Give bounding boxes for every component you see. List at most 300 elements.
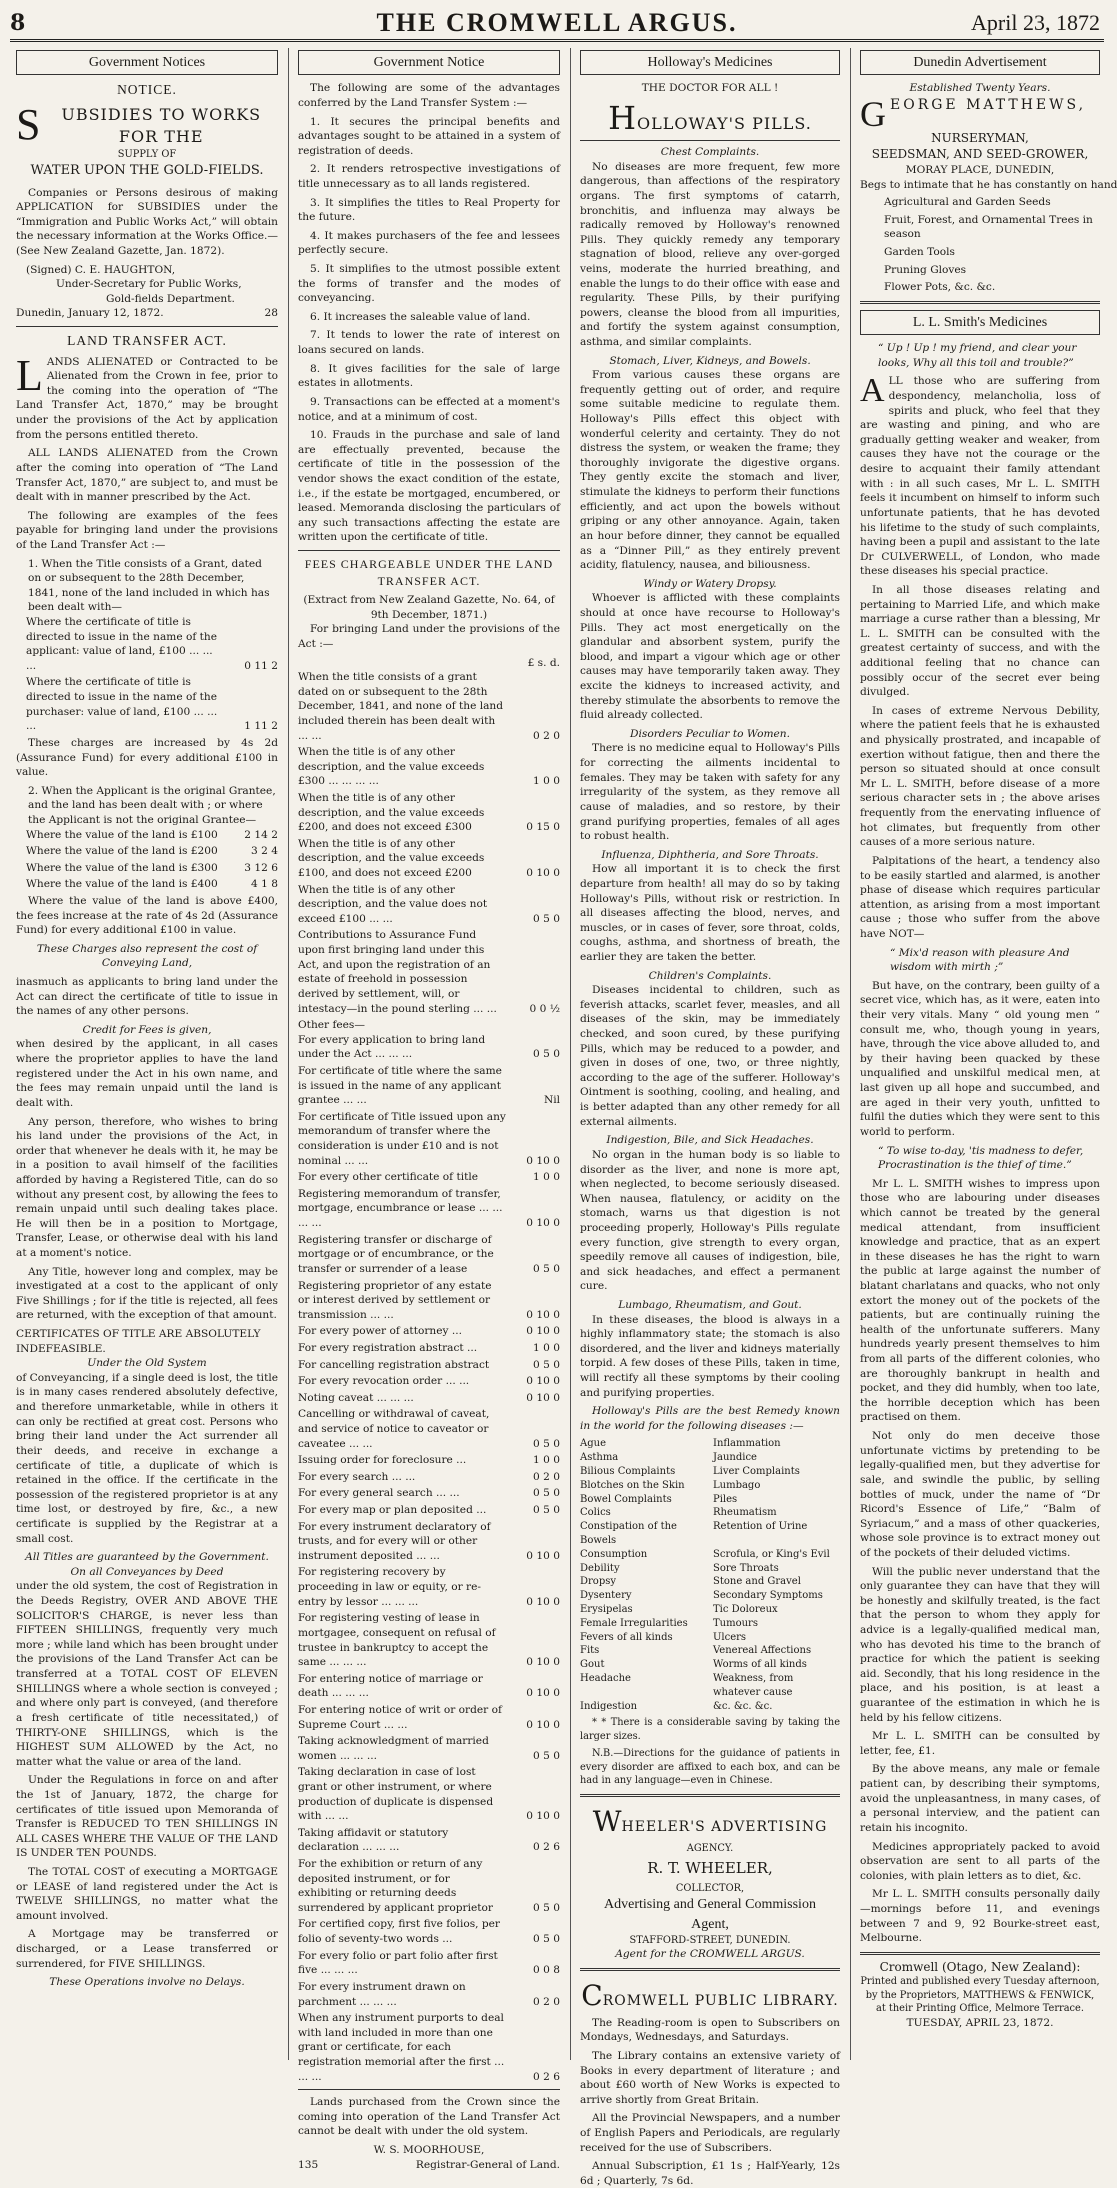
fee-desc: For every instrument drawn on parchment ... ... ... [298,1980,466,2008]
paragraph: Where the value of the land is above £400, the fees increase at the rate of 4s 2d (Assurance Fund) for every additional £100 in value. [16,894,278,937]
fee-desc: For every folio or part folio after first five ... ... ... [298,1949,498,1977]
fee-row [298,1233,560,1277]
imprint-text: Printed and published every Tuesday afternoon, by the Proprietors, MATTHEWS & FENWICK, at their Printing Office, Melmore Terrace. [860,1976,1100,2015]
paragraph: when desired by the applicant, in all cases where the proprietor applies to have the land registered under the Act in his own name, and the fees may remain unpaid until the land is dealt with. [16,1038,278,1109]
advantage-item: 8. It gives facilities for the sale of large estates in allotments. [298,362,560,390]
column-divider [570,48,571,2060]
subheading: Disorders Peculiar to Women. [630,727,790,740]
disease-item: Rheumatism [713,1507,777,1519]
quote: “ To wise to-day, 'tis madness to defer, Procrastination is the thief of time.” [878,1144,1084,1172]
fee-amount: 0 10 0 [526,1325,560,1338]
paragraph: Will the public never understand that the only guarantee they can have that they will be honestly and skilfully treated, is the fact that the person to whom they apply for advice is a legally-qualified medical man, who has devoted his time to the branch of practice for which the patient is seeking aid. Secondly, that his long residence in the place, and his position, is at least a guarantee of the estimation in which he is held by his fellow citizens. [860,1565,1100,1724]
kicker: THE DOCTOR FOR ALL ! [641,82,779,95]
list-item: 1. When the Title consists of a Grant, dated on or subsequent to the 28th December, 1841, none of the land included in which has been dealt with— [28,557,270,614]
disease-item: Blotches on the Skin [580,1479,685,1491]
quote: “ Up ! Up ! my friend, and clear your looks, Why all this toil and trouble?” [878,342,1077,369]
fee-desc: For the exhibition or return of any deposited instrument, or for exhibiting or returning deeds surrendered by applicant proprietor [298,1858,493,1914]
fee-desc: When the title is of any other description, and the value exceeds £300 ... ... ... ... [298,746,485,788]
paragraph: No diseases are more frequent, few more dangerous, than affections of the respiratory organs. The first symptoms of catarrh, bronchitis, and influenza may always be radically removed by Holloway's renowned Pills. They quickly remedy any temporary stagnation of blood, relieve any over-gorged veins, moderate the hurried breathing, and enable the lungs to do their office with ease and regularity. These Pills, by their purifying powers, cleanse the blood from all impurities, and fortify the system against consumption, asthma, and similar complaints. [580,160,840,348]
fee-desc: For every instrument declaratory of trusts, and for every will or other instrument deposited ... ... [298,1520,491,1562]
paragraph: These charges are increased by 4s 2d (Assurance Fund) for every additional £100 in value. [16,736,278,779]
fee-row [298,1453,560,1468]
fee-amount: 0 10 0 [526,1217,560,1230]
paragraph: The Reading-room is open to Subscribers on Mondays, Wednesdays, and Saturdays. [580,2016,840,2044]
notice-body: Companies or Persons desirous of making APPLICATION for SUBSIDIES under the “Immigration and Public Works Act,” will obtain the necessary information at the Works Office.—(See New Zealand Gazette, Jan. 1872). [16,186,278,257]
subheading: Stomach, Liver, Kidneys, and Bowels. [609,354,811,367]
ad-subtitle: AGENCY. [686,1842,734,1854]
fee-desc: For certificate of title where the same is issued in the name of any applicant grantee ... ... [298,1064,502,1107]
disease-item: Indigestion [580,1700,638,1712]
drop-cap: C [581,1979,603,2013]
subheading: These Operations involve no Delays. [49,1976,245,1989]
fee-desc: When the title is of any other description, and the value exceeds £200, and does not exceed £300 [298,792,485,834]
fee-row [298,1703,560,1732]
fee-amount: 0 10 0 [526,1549,560,1562]
fee-amount: 0 5 0 [533,1048,560,1061]
fee-amount: 0 10 0 [526,1308,560,1321]
fee-desc: Where the value of the land is £300 [26,861,218,874]
fee-desc: Issuing order for foreclosure ... [298,1454,467,1467]
advantage-item: 2. It renders retrospective investigations of title unnecessary as to all lands registered. [298,163,560,190]
fee-row [298,1374,560,1389]
disease-item: Debility [580,1562,620,1574]
drop-cap: G [860,93,886,134]
ad-title: ROMWELL PUBLIC LIBRARY. [602,1993,839,2010]
subheading: CERTIFICATES OF TITLE ARE ABSOLUTELY INDEFEASIBLE. [16,1328,261,1355]
fee-desc: Where the certificate of title is directed to issue in the name of the purchaser: value of land, £100 ... ... ... [26,676,218,733]
masthead [10,4,1104,42]
disease-item: Gout [580,1659,605,1671]
column-government-notices [10,48,284,2060]
fee-desc: For every registration abstract ... [298,1341,478,1354]
paragraph: inasmuch as applicants to bring land under the Act can direct the certificate of title to issue in the names of any other persons. [16,976,278,1018]
disease-item: Worms of all kinds [713,1659,807,1671]
fee-amount: 0 2 0 [533,1470,560,1483]
list-item: 2. When the Applicant is the original Grantee, and the land has been dealt with ; or where the Applicant is not the original Grantee— [28,784,276,826]
paragraph: * * There is a considerable saving by taking the larger sizes. [580,1717,840,1742]
newspaper-title: THE CROMWELL ARGUS. [376,8,738,37]
fee-row [298,1672,560,1701]
fee-desc: For cancelling registration abstract [298,1358,490,1371]
disease-item: Secondary Symptoms [713,1590,823,1602]
fee-row [298,745,560,789]
disease-item: Inflammation [713,1438,781,1450]
fee-desc: For every map or plan deposited ... [298,1504,487,1517]
fee-amount: 1 0 0 [533,1454,560,1467]
stock-item: Fruit, Forest, and Ornamental Trees in season [884,213,1093,241]
paragraph: Holloway's Pills are the best Remedy known in the world for the following diseases :— [580,1405,840,1432]
fee-amount: 0 10 0 [526,1391,560,1404]
fee-amount: 0 5 0 [533,1933,560,1946]
paragraph: For bringing Land under the provisions of the Act :— [298,623,560,650]
paragraph: How all important it is to check the first departure from health! all may do so by taking Holloway's Pills, without risk or restriction. In all diseases affecting the blood, nerves, and muscles, or in cases of fever, sore throat, colds, coughs, asthma, and shortness of breath, the earlier they are taken the better. [580,863,840,963]
paragraph: In cases of extreme Nervous Debility, where the patient feels that he is exhausted and physically prostrated, and incapable of exertion without fatigue, then and there the person so situated should at once consult Mr L. L. SMITH, before disease of a more serious character sets in ; the above arises frequently from the enervating influence of hot climates, but frequently from other causes of a more serious nature. [860,704,1100,849]
fees-extract: (Extract from New Zealand Gazette, No. 64, of 9th December, 1871.) [303,594,555,621]
page-number: 8 [10,10,26,36]
disease-item: Piles [713,1493,738,1505]
ad-subtitle: NURSERYMAN, [931,130,1029,145]
paragraph: From various causes these organs are frequently getting out of order, and require some suitable medicine to regulate them. Holloway's Pills effect this object with wonderful celerity and certainty. They do not distress the system, or weaken the frame; they thoroughly invigorate the digestive organs. They gently excite the stomach and liver, stimulate the kidneys to perform their functions efficiently, and act upon the bowels without griping or any other annoyance. Again, taken an hour before dinner, they cannot be equalled as a “Dinner Pill,” as they entirely prevent acidity, flatulency, nausea, and biliousness. [580,369,840,572]
fee-amount: 0 0 ½ [529,1002,560,1015]
fee-amount: 1 0 0 [533,1171,560,1184]
fee-amount: 0 10 0 [526,1595,560,1608]
disease-item: Liver Complaints [713,1466,800,1478]
fee-amount: 0 10 0 [526,1154,560,1167]
advantage-item: 9. Transactions can be effected at a moment's notice, and at a minimum of cost. [298,395,560,423]
paragraph: Diseases incidental to children, such as feverish attacks, scarlet fever, measles, and all diseases of the skin, may be immediately checked, and soon cured, by these purifying Pills, which may be reduced to a powder, and given in doses of one, two, or three nightly, according to the age of the sufferer. Holloway's Ointment is soothing, cooling, and healing, and is better adapted than any other remedy for all external ailments. [580,984,840,1128]
issue-date: April 23, 1872 [971,10,1100,35]
column-divider [288,48,289,2060]
fee-desc: Taking declaration in case of lost grant or other instrument, or where production of duplicate is dispensed with ... ... [298,1766,494,1823]
disease-item: Headache [580,1673,631,1685]
fee-amount: 3 2 4 [251,845,278,858]
disease-list [580,1437,840,1713]
fee-amount: 3 12 6 [244,861,278,874]
paragraph: Annual Subscription, £1 1s ; Half-Yearly, 12s 6d ; Quarterly, 7s 6d. [580,2160,840,2187]
paragraph: Under the Regulations in force on and after the 1st of January, 1872, the charge for certificates of title issued upon Memoranda of Transfer is REDUCED TO TEN SHILLINGS IN ALL CASES WHERE THE VALUE OF THE LAND IS UNDER TEN POUNDS. [16,1774,278,1860]
fee-row [298,1917,560,1946]
notice-ref: 135 [298,2158,319,2171]
advantage-item: 3. It simplifies the titles to Real Property for the future. [298,196,560,224]
stock-item: Agricultural and Garden Seeds [884,196,1051,209]
advantage-item: 10. Frauds in the purchase and sale of land are effectually prevented, because the certificate of title in the possession of the vendor shows the exact condition of the estate, i.e., if the estate be mortgaged, encumbered, or leased. Memoranda disclosing the particulars of any such transactions affecting the estate are written upon the certificate of title. [298,429,560,544]
fee-desc: For every revocation order ... ... [298,1375,470,1388]
section-header: Government Notice [298,50,560,75]
fee-row [298,1765,560,1823]
disease-item: Erysipelas [580,1604,633,1616]
signer-role: Gold-fields Department. [106,292,235,305]
fee-amount: 0 5 0 [533,1487,560,1500]
paragraph: Whoever is afflicted with these complaints should at once have recourse to Holloway's Pills. They act most energetically on the glandular and absorbent system, purify the blood, and impart a vigour which age or other causes may have temporarily taken away. They excite the kidneys to increased activity, and thereby stimulate the absorbents to remove the fluid already collected. [580,592,840,722]
ad-title: OLLOWAY'S PILLS. [637,113,812,133]
ad-title: EORGE MATTHEWS, [890,96,1087,113]
fee-row [298,1949,560,1978]
notice-date: Dunedin, January 12, 1872. [16,307,164,320]
paragraph: The TOTAL COST of executing a MORTGAGE or LEASE of land registered under the Act is TWELVE SHILLINGS, no matter what the amount involved. [16,1865,278,1922]
subheading: Indigestion, Bile, and Sick Headaches. [606,1134,814,1147]
disease-item: Scrofula, or King's Evil [713,1548,830,1560]
fee-amount: 0 2 6 [533,1841,560,1854]
stock-item: Garden Tools [884,246,955,259]
fee-desc: Registering proprietor of any estate or interest derived by settlement or transmission ... ... [298,1279,492,1321]
paragraph: Mr L. L. SMITH can be consulted by letter, fee, £1. [860,1730,1100,1757]
fee-row [298,1980,560,2009]
fee-desc: For every other certificate of title [298,1171,479,1184]
advantage-item: 4. It makes purchasers of the fee and lessees perfectly secure. [298,229,560,257]
agent-name: R. T. WHEELER, [647,1859,773,1878]
fee-desc: Taking affidavit or statutory declaration ... ... ... [298,1826,449,1854]
stock-list [860,195,1100,295]
paragraph: Mr L. L. SMITH consults personally daily—mornings before 11, and evenings between 7 and 9, 92 Bourke-street east, Melbourne. [860,1888,1100,1945]
disease-item: Female Irregularities [580,1617,688,1629]
fee-desc: For every general search ... ... [298,1487,460,1500]
fee-amount: 0 10 0 [526,867,560,880]
currency-header: £ s. d. [527,656,560,669]
fee-amount: Nil [543,1094,560,1107]
agent-line: Agent, [691,1916,729,1932]
subheading: On all Conveyances by Deed [70,1565,224,1578]
fee-desc: For registering recovery by proceeding in law or equity, or re-entry by lessor ... ... ... [298,1566,481,1608]
disease-item: Sore Throats [713,1562,779,1574]
advantage-item: 7. It tends to lower the rate of interest on loans secured on lands. [298,329,560,357]
disease-item: Asthma [580,1452,619,1464]
fee-desc: Where the value of the land is £200 [26,845,218,858]
fee-row [298,837,560,881]
paragraph: A Mortgage may be transferred or discharged, or a Lease transferred or surrendered, for FIVE SHILLINGS. [16,1928,278,1970]
signer-role: Under-Secretary for Public Works, [56,278,242,291]
subheading: Lumbago, Rheumatism, and Gout. [618,1299,802,1311]
disease-item: Dysentery [580,1590,632,1602]
advantage-item: 1. It secures the principal benefits and advantages sought to be attained in a system of registration of deeds. [298,115,560,157]
fee-desc: For entering notice of writ or order of Supreme Court ... ... [298,1703,502,1731]
subheading: Children's Complaints. [648,969,772,982]
notice-subtitle: WATER UPON THE GOLD-FIELDS. [30,162,264,178]
drop-cap: S [16,99,41,149]
subheading: Other fees— [298,1019,365,1032]
drop-cap: W [592,1805,622,1838]
fee-desc: Contributions to Assurance Fund upon first bringing land under this Act, and upon the registration of an estate of freehold in possession derived by settlement, will, or intestacy—in the pound sterling ... ... [298,929,497,1015]
disease-item: Venereal Affections [713,1645,812,1657]
paragraph: The following are some of the advantages conferred by the Land Transfer System :— [298,82,560,109]
disease-item: Ulcers [713,1631,747,1643]
paragraph: But have, on the contrary, been guilty of a secret vice, which has, as it were, eaten into their very vitals. Many “ old young men ” consult me, who, though young in years, have, through the vice above alluded to, and by their having been quacked by these unqualified and unskilful medical men, at last given up all hope and succumbed, and are aged in their very youth, unfitted to fulfil the duties which they were sent to this world to perform. [860,979,1100,1138]
fee-amount: 0 2 6 [533,2070,560,2083]
fee-row [298,1358,560,1373]
fee-desc: For registering vesting of lease in mortgagee, consequent on refusal of trustee in bankruptcy to accept the same ... ... ... [298,1612,496,1669]
imprint-heading: Cromwell (Otago, New Zealand): [879,1959,1081,1974]
fee-desc: When the title is of any other description, and the value exceeds £100, and does not exceed £200 [298,837,485,880]
fee-amount: 0 11 2 [244,659,278,672]
fee-desc: Taking acknowledgment of married women ... ... ... [298,1735,489,1762]
imprint [860,1952,1100,2031]
agent-note: Agent for the CROMWELL ARGUS. [615,1948,805,1961]
fee-amount: 0 5 0 [533,1901,560,1914]
subheading: Windy or Watery Dropsy. [643,577,777,590]
subheading: Chest Complaints. [660,146,760,159]
fee-amount: 4 1 8 [251,878,278,891]
paragraph: Not only do men deceive those unfortunate victims by pretending to be legally-qualified men, but they advertise for sale, and swindle the public, by selling bottles of muck, under the name of “Dr Ricord's Essence of Life,” “Balm of Syriacum,” and a mass of other quackeries, whose sole province is to extract money out of the pockets of their deluded victims. [860,1430,1100,1559]
fee-desc: For certified copy, first five folios, per folio of seventy-two words ... [298,1918,500,1946]
subheading: All Titles are guaranteed by the Government. [25,1551,269,1564]
fee-row [298,1486,560,1501]
signature: W. S. MOORHOUSE, [373,2144,485,2157]
disease-item: Bowel Complaints [580,1493,672,1505]
fee-row [298,1391,560,1406]
section-header: Holloway's Medicines [580,50,840,75]
fee-row [298,1470,560,1485]
disease-item: &c. &c. &c. [713,1700,773,1712]
paragraph: These Charges also represent the cost of Conveying Land, [36,942,258,970]
quote: “ Mix'd reason with pleasure And wisdom with mirth ;” [890,946,1070,974]
fee-desc: Cancelling or withdrawal of caveat, and service of notice to caveator or caveatee ... ... [298,1408,490,1450]
fee-amount: 0 10 0 [526,1656,560,1669]
paragraph: In these diseases, the blood is always in a highly inflammatory state; the stomach is also disordered, and the liver and kidneys materially torpid. A few doses of these Pills, taken in time, will rectify all these symptoms by their cooling and purifying properties. [580,1313,840,1399]
fee-amount: 0 10 0 [526,1810,560,1823]
agent-role: COLLECTOR, [675,1882,745,1894]
paragraph: ALL LANDS ALIENATED from the Crown after the coming into operation of “The Land Transfer Act, 1870,” are subject to, and must be dealt with in manner prescribed by the Act. [16,447,278,504]
paragraph: LL those who are suffering from despondency, melancholia, loss of spirits and pluck, who feel that they are wasting and pining, and who are gradually getting weaker and weaker, from causes they have not the courage or the desire to acquaint their family attendant with : in all such cases, Mr L. L. SMITH feels it incumbent on himself to inform such unfortunate patients, that he has devoted his lifetime to the study of such complaints, having been a pupil and assistant to the late Dr CULVERWELL, of London, who made these diseases his special practice. [860,375,1100,578]
disease-item: Tumours [713,1617,758,1629]
fee-amount: 0 10 0 [526,1718,560,1731]
disease-item: Dropsy [580,1576,617,1588]
fee-desc: For every power of attorney ... [298,1325,462,1338]
fee-row [298,1503,560,1518]
fee-row [298,1857,560,1915]
fee-row [298,1187,560,1231]
disease-item: Jaundice [713,1452,757,1464]
paragraph: under the old system, the cost of Registration in the Deeds Registry, OVER AND ABOVE THE SOLICITOR'S CHARGE, is never less than FIFTEEN SHILLINGS, frequently very much more ; while land which has been brought under the provisions of the Land Transfer Act can be transferred at a TOTAL COST OF ELEVEN SHILLINGS where a whole section is conveyed ; and where only part is conveyed, (and therefore a fresh certificate of title necessitated,) of THIRTY-ONE SHILLINGS, which is the HIGHEST SUM ALLOWED by the Act, no matter what the value or area of the land. [16,1580,278,1768]
paragraph: Medicines appropriately packed to avoid observation are sent to all parts of the colonies, with plain letters as to diet, &c. [860,1840,1100,1882]
notice-subtitle: SUPPLY OF [117,149,177,161]
agent-line: Advertising and General Commission [604,1897,816,1913]
paragraph: N.B.—Directions for the guidance of patients in every disorder are affixed to each box, and can be had in any language—even in Chinese. [580,1748,840,1787]
fee-desc: When the title consists of a grant dated on or subsequent to the 28th December, 1841, and none of the land included therein has been dealt with ... ... [298,671,504,742]
fee-amount: 0 10 0 [526,1375,560,1388]
wheeler-ad [580,1803,840,1962]
fee-row [298,1826,560,1855]
fee-desc: Registering transfer or discharge of mortgage or of encumbrance, or the transfer or surrender of a lease [298,1233,494,1275]
fee-row [298,791,560,835]
disease-item: Fevers of all kinds [580,1631,673,1643]
section-header: Dunedin Advertisement [860,50,1100,75]
fee-amount: 0 10 0 [526,1687,560,1700]
fee-row [298,670,560,743]
ad-kicker: Established Twenty Years. [909,82,1051,95]
fee-row [298,1565,560,1609]
notice-ref: 28 [264,307,278,320]
fee-amount: 0 2 0 [533,1995,560,2008]
subheading: Under the Old System [87,1357,207,1370]
fee-desc: For every search ... ... [298,1470,416,1483]
fee-desc: For every application to bring land under the Act ... ... ... [298,1033,486,1061]
paragraph: The following are examples of the fees payable for bringing land under the provisions of the Land Transfer Act :— [16,509,278,551]
subheading: Influenza, Diphtheria, and Sore Throats. [601,848,819,861]
column-holloways [574,48,846,2187]
section-header: Government Notices [16,50,278,75]
advantage-item: 5. It simplifies to the utmost possible extent the forms of transfer and the modes of conveyancing. [298,263,560,305]
fee-desc: Where the certificate of title is directed to issue in the name of the applicant: value of land, £100 ... ... ... [26,616,217,672]
fee-amount: 0 5 0 [533,912,560,925]
fee-row [298,928,560,1016]
subsidies-notice [16,99,278,321]
fees-table [298,670,560,1016]
fee-row [298,1341,560,1356]
paragraph: The Library contains an extensive variety of Books in every department of literature ; and about £60 worth of New Works is expected to arrive shortly from Great Britain. [580,2049,840,2106]
subheading: Credit for Fees is given, [82,1023,212,1036]
fee-amount: 0 5 0 [533,1262,560,1275]
fee-amount: 0 2 0 [533,729,560,742]
fee-row [298,1064,560,1108]
paragraph: All the Provincial Newspapers, and a number of English Papers and Periodicals, are regularly received for the use of Subscribers. [580,2112,840,2154]
agent-address: STAFFORD-STREET, DUNEDIN. [629,1934,791,1946]
fee-amount: 0 5 0 [533,1437,560,1450]
stock-item: Flower Pots, &c. &c. [884,281,996,294]
fee-row [298,1407,560,1451]
disease-item: Lumbago [713,1479,761,1491]
paragraph: There is no medicine equal to Holloway's Pills for correcting the ailments incidental to females. They may be taken with safety for any irregularity of the system, as they remove all cause of maladies, and so restore, by their grand purifying properties, females of all ages to robust health. [580,742,840,843]
paragraph: Any person, therefore, who wishes to bring his land under the provisions of the Act, in order that whenever he deals with it, he may be in a position to avail himself of the facilities afforded by having a Registered Title, can do so without any present cost, by allowing the fees to remain unpaid until such dealing takes place. He will then be in a position to Mortgage, Transfer, Lease, or otherwise deal with his land at a moment's notice. [16,1115,278,1259]
disease-item: Stone and Gravel [713,1576,801,1588]
lta-notice [16,350,278,1990]
fee-row [298,1324,560,1339]
advantages-list [298,115,560,545]
other-fees-table [298,1033,560,2084]
disease-item: Colics [580,1507,611,1519]
drop-cap: A [860,372,885,410]
fee-amount: 1 0 0 [533,1341,560,1354]
column-divider [850,48,851,2060]
ad-title: HEELER'S ADVERTISING [621,1819,828,1835]
drop-cap: H [608,98,638,137]
paragraph: Palpitations of the heart, a tendency also to be easily startled and alarmed, is another phase of disease which requires particular attention, as arising from a most important cause ; those who suffer from the above have NOT— [860,854,1100,940]
notice-heading: NOTICE. [117,82,177,98]
paragraph: ANDS ALIENATED or Contracted to be Alienated from the Crown in fee, prior to the coming into the operation of “The Land Transfer Act, 1870,” may be brought under the provisions of the Act by application from the persons entitled thereto. [16,355,278,441]
paragraph: Any Title, however long and complex, may be investigated at a cost to the applicant of only Five Shillings ; for if the title is rejected, all fees are returned, with the exception of that amount. [16,1265,278,1322]
fee-desc: For certificate of Title issued upon any memorandum of transfer where the consideration is under £10 and is not nominal ... ... [298,1110,506,1167]
paragraph: In all those diseases relating and pertaining to Married Life, and which make marriage a curse rather than a blessing, Mr L. L. SMITH can be consulted with the greatest certainty of success, and with the additional feeling that no chance can possibly occur of the secret ever being divulged. [860,583,1100,699]
ad-address: MORAY PLACE, DUNEDIN, [905,164,1055,177]
fee-desc: Registering memorandum of transfer, mortgage, encumbrance or lease ... ... ... ... [298,1187,503,1230]
fee-row [298,1734,560,1763]
fee-amount: 1 11 2 [244,720,278,733]
signature: (Signed) C. E. HAUGHTON, [26,263,176,276]
column-government-notice [292,48,566,2171]
drop-cap: L [16,350,43,400]
fee-row [298,1279,560,1323]
signer-role: Registrar-General of Land. [415,2158,560,2171]
fee-amount: 0 5 0 [533,1358,560,1371]
fee-amount: 1 0 0 [533,775,560,788]
fee-desc: When the title is of any other description, and the value does not exceed £100 ... ... [298,883,488,925]
fee-desc: Where the value of the land is £400 [26,878,218,891]
imprint-date: TUESDAY, APRIL 23, 1872. [906,2016,1054,2029]
ad-subtitle: SEEDSMAN, AND SEED-GROWER, [871,147,1089,162]
advantage-item: 6. It increases the saleable value of land. [310,310,531,323]
paragraph: Mr L. L. SMITH wishes to impress upon those who are labouring under diseases which cannot be treated by the general medical attendant, from insufficient knowledge and practice, that as an expert in these diseases he has the right to warn the public at large against the number of blatant charlatans and quacks, who not only extort the money out of the pockets of the patients, but are continually ruining the health of the unfortunate sufferers. Many hundreds yearly present themselves to him from all parts of the different colonies, who are thoroughly bankrupt in health and pocket, and they did humbly, when too late, the horrible deception which has been practised on them. [860,1177,1100,1424]
paragraph: No organ in the human body is so liable to disorder as the liver, and none is more apt, when neglected, to become seriously diseased. When nausea, flatulency, or acidity on the stomach, warns us that digestion is not proceeding properly, Holloway's Pills regulate every function, give strength to every organ, speedily remove all causes of indigestion, bile, and sick headaches, and effect a permanent cure. [580,1148,840,1293]
fee-desc: For entering notice of marriage or death ... ... ... [298,1672,483,1700]
disease-item: Consumption [580,1548,648,1560]
fee-row [298,1170,560,1185]
disease-item: Ague [580,1438,606,1450]
fee-desc: Noting caveat ... ... ... [298,1391,414,1404]
fee-row [298,1611,560,1669]
fee-row [298,2011,560,2084]
column-dunedin [854,48,1117,2060]
fee-amount: 0 5 0 [533,1504,560,1517]
fee-row [298,1520,560,1564]
lta-heading: LAND TRANSFER ACT. [67,333,227,349]
fee-amount: 0 0 8 [533,1964,560,1977]
disease-item: Constipation of the Bowels [580,1521,677,1547]
section-header: L. L. Smith's Medicines [860,310,1100,335]
fee-desc: Where the value of the land is £100 [26,828,218,841]
fees-heading: FEES CHARGEABLE UNDER THE LAND TRANSFER ACT. [304,556,554,588]
fee-desc: When any instrument purports to deal with land included in more than one grant or certificate, for each registration memorial after the first ... ... ... [298,2012,505,2083]
paragraph: Begs to intimate that he has constantly on hand [860,178,1117,191]
fee-row [298,1033,560,1062]
library-ad [580,1977,840,2188]
fee-row [298,1110,560,1168]
paragraph: of Conveyancing, if a single deed is lost, the title is in many cases rendered absolutely defective, and therefore unmarketable, while in others it can only be rectified at great cost. Persons who bring their land under the Act surrender all their deeds, and receive in exchange a certificate of title, a duplicate of which is retained in the office. If the certificate in the possession of the registered proprietor is at any time lost, or destroyed by fire, &c., a new certificate is supplied by the Registrar at a small cost. [16,1371,278,1545]
paragraph: By the above means, any male or female patient can, by describing their symptoms, avoid the unpleasantness, in many cases, of a personal interview, and the patient can retain his incognito. [860,1763,1100,1834]
disease-item: Tic Doloreux [713,1604,778,1616]
fee-amount: 2 14 2 [244,828,278,841]
notice-title: UBSIDIES TO WORKS FOR THE [61,104,262,147]
disease-item: Weakness, from whatever cause [713,1673,794,1698]
fee-amount: 0 15 0 [526,821,560,834]
disease-item: Fits [580,1645,600,1657]
